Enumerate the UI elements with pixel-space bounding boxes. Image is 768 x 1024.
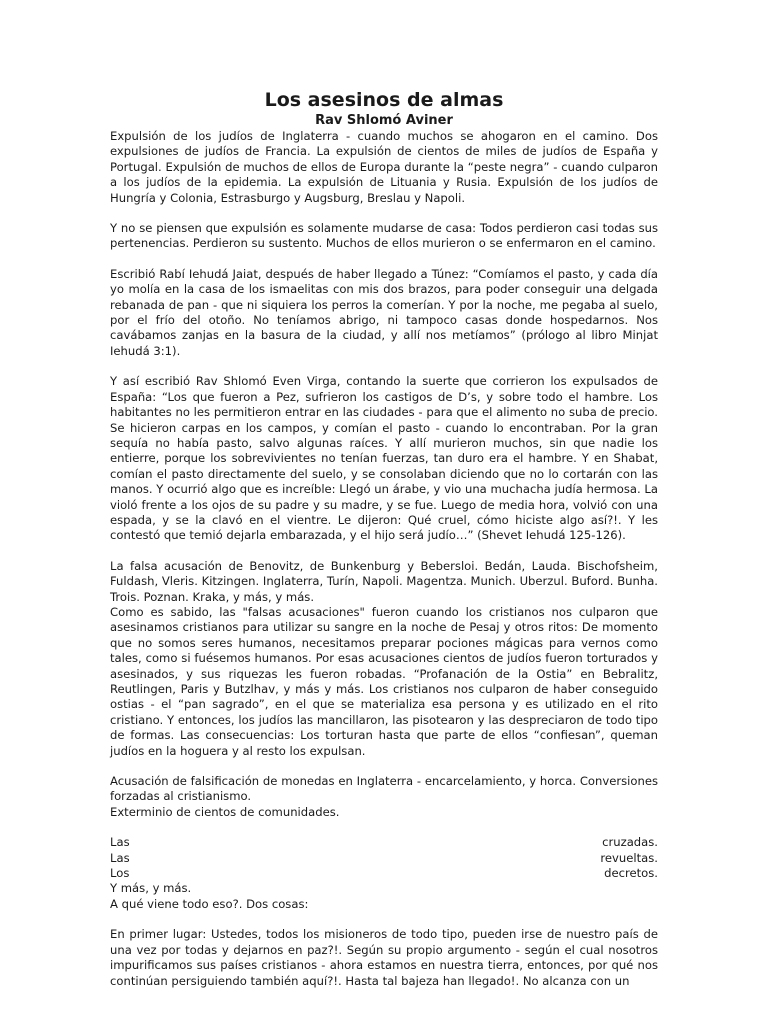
list-item bbox=[110, 835, 658, 850]
list-item-right: decretos. bbox=[604, 866, 658, 881]
list-item-left: Las bbox=[110, 850, 130, 865]
paragraph-more: Y más, y más. bbox=[110, 881, 192, 896]
paragraph-virga-quote: Y así escribió Rav Shlomó Even Virga, contando la suerte que corrieron los expulsados de España: “Los que fueron a Pez, sufrieron los castigos de D’s, y sobre todo el hambre. Los habitantes no les permitieron entrar en las ciudades - para que el alimento no suba de precio. Se hicieron carpas en los campos, y comían el pasto - cuando lo encontraban. Por la gran sequía no había pasto, salvo algunas raíces. Y allí murieron muchos, sin que nadie los entierre, porque los sobrevivientes no tenían fuerzas, tan duro era el hambre. Y en Shabat, comían el pasto directamente del suelo, y se consolaban diciendo que no lo cortarán con las manos. Y ocurrió algo que es increíble: Llegó un árabe, y vio una muchacha judía hermosa. La violó frente a los ojos de su padre y su madre, y se fue. Luego de media hora, volvió con una espada, y se la clavó en el vientre. Le dijeron: Qué cruel, cómo hiciste algo así?!. Y les contestó que temió dejarla embarazada, y el hijo será judío…” (Shevet Iehudá 125-126). bbox=[110, 374, 658, 543]
list-item-left: Las bbox=[110, 835, 130, 850]
paragraph-two-things: A qué viene todo eso?. Dos cosas: bbox=[110, 896, 309, 911]
document-author: Rav Shlomó Aviner bbox=[315, 113, 453, 128]
paragraph-coin-forgery: Acusación de falsificación de monedas en Inglaterra - encarcelamiento, y horca. Conversiones forzadas al cristianismo. bbox=[110, 774, 658, 804]
paragraph-first-place: En primer lugar: Ustedes, todos los misioneros de todo tipo, pueden irse de nuestro país de una vez por todas y dejarnos en paz?!. Según su propio argumento - según el cual nosotros impurificamos sus países cristianos - ahora estamos en nuestra tierra, entonces, por qué nos continúan persiguiendo también aquí?!. Hasta tal bajeza han llegado!. No alcanza con un bbox=[110, 927, 658, 988]
list-item bbox=[110, 851, 658, 866]
list-item-right: revueltas. bbox=[600, 850, 658, 865]
paragraph-jaiat-quote: Escribió Rabí Iehudá Jaiat, después de haber llegado a Túnez: “Comíamos el pasto, y cada día yo molía en la casa de los ismaelitas con mis dos brazos, para poder conseguir una delgada rebanada de pan - que ni siquiera los perros la comerían. Y por la noche, me pegaba al suelo, por el frío del otoño. No teníamos abrigo, ni tampoco casas donde hospedarnos. Nos cavábamos zanjas en la basura de la ciudad, y allí nos metíamos” (prólogo al libro Minjat Iehudá 3:1). bbox=[110, 266, 658, 358]
paragraph-expulsions: Expulsión de los judíos de Inglaterra - cuando muchos se ahogaron en el camino. Dos expulsiones de judíos de Francia. La expulsión de cientos de miles de judíos de España y Portugal. Expulsión de muchos de ellos de Europa durante la “peste negra” - cuando culparon a los judíos de la epidemia. La expulsión de Lituania y Rusia. Expulsión de los judíos de Hungría y Colonia, Estrasburgo y Augsburg, Breslau y Napoli. bbox=[110, 129, 658, 205]
document-page bbox=[110, 88, 658, 1004]
list-item-right: cruzadas. bbox=[602, 835, 658, 850]
paragraph-false-accusations: Como es sabido, las "falsas acusaciones" fueron cuando los cristianos nos culparon que asesinamos cristianos para utilizar su sangre en la noche de Pesaj y otros ritos: De momento que no somos seres humanos, necesitamos preparar pociones mágicas para vernos como tales, como si fuésemos humanos. Por esas acusaciones cientos de judíos fueron torturados y asesinados, y sus riquezas les fueron robadas. “Profanación de la Ostia” en Bebralitz, Reutlingen, Paris y Butzlhav, y más y más. Los cristianos nos culparon de haber conseguido ostias - el “pan sagrado”, en el que se materializa esa persona y es utilizado en el rito cristiano. Y entonces, los judíos las mancillaron, las pisotearon y las despreciaron de todo tipo de formas. Las consecuencias: Los torturan hasta que parte de ellos “confiesan”, queman judíos en la hoguera y al resto los expulsan. bbox=[110, 604, 658, 758]
paragraph-belongings: Y no se piensen que expulsión es solamente mudarse de casa: Todos perdieron casi todas sus pertenencias. Perdieron su sustento. Muchos de ellos murieron o se enfermaron en el camino. bbox=[110, 221, 658, 251]
list-item-left: Los bbox=[110, 866, 130, 881]
list-item bbox=[110, 866, 658, 881]
paragraph-extermination: Exterminio de cientos de comunidades. bbox=[110, 804, 340, 819]
document-title: Los asesinos de almas bbox=[264, 89, 504, 111]
paragraph-false-accusation-places: La falsa acusación de Benovitz, de Bunkenburg y Bebersloi. Bedán, Lauda. Bischofsheim, Fuldash, Vleris. Kitzingen. Inglaterra, Turín, Napoli. Magentza. Munich. Uberzul. Buford. Bunha. Trois. Poznan. Kraka, y más, y más. bbox=[110, 558, 658, 604]
persecution-list bbox=[110, 835, 658, 881]
